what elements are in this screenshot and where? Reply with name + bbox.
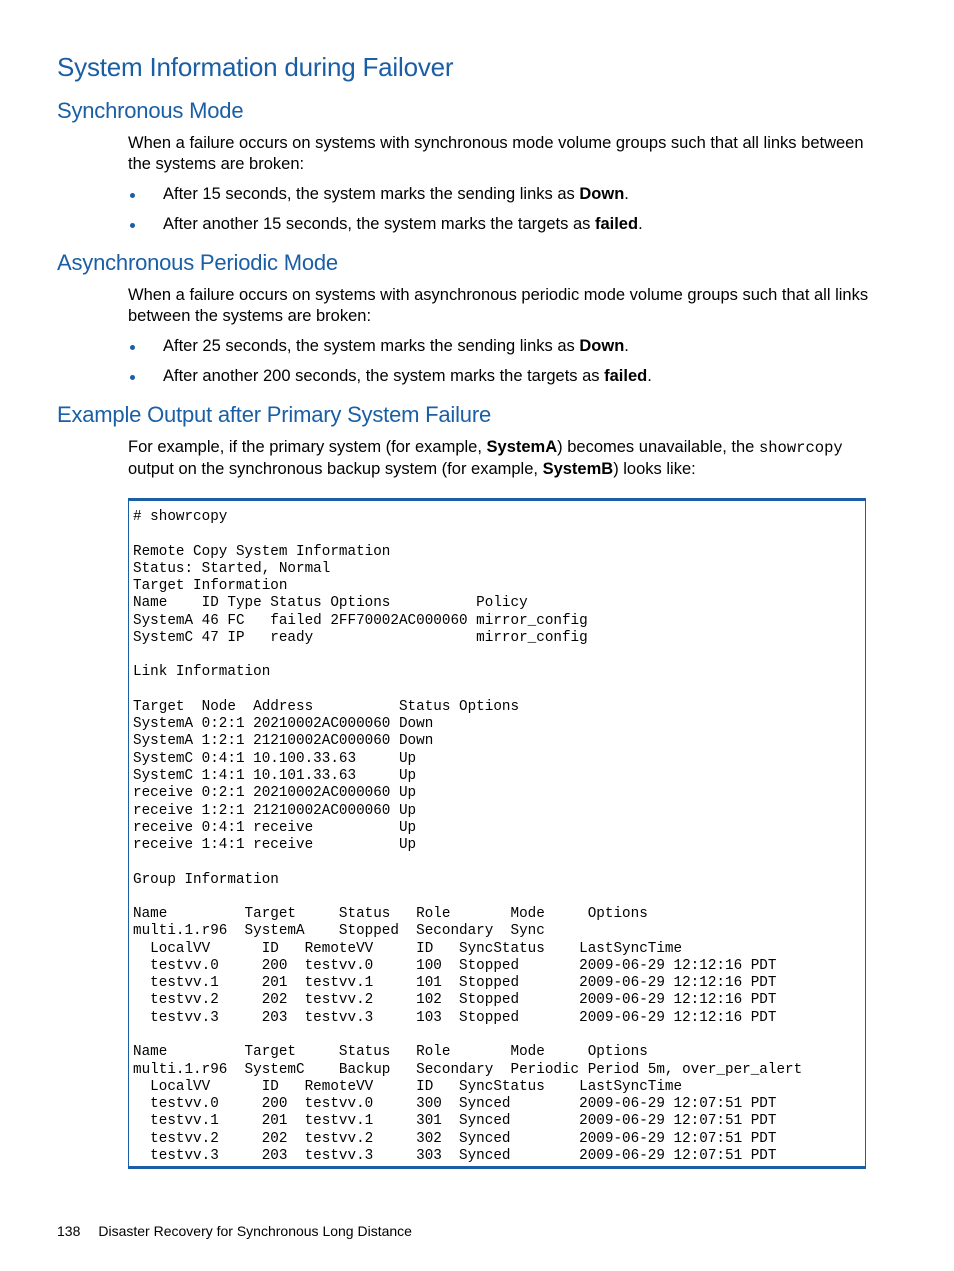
bullet-item: [128, 336, 873, 366]
code-line: Status: Started, Normal: [133, 560, 331, 577]
code-line: # showrcopy: [133, 509, 228, 525]
code-line: receive 1:4:1 receive Up: [133, 837, 417, 854]
intro-code-command: showrcopy: [758, 439, 843, 457]
bullet-item: [128, 366, 873, 396]
code-line: testvv.3 203 testvv.3 303 Synced 2009-06-29 12:07:51 PDT: [133, 1147, 777, 1164]
bullet-item: [128, 214, 873, 244]
code-example-output: [133, 509, 802, 1165]
bullet-end: .: [647, 367, 652, 385]
code-line: SystemA 46 FC failed 2FF70002AC000060 mirror_config: [133, 612, 588, 629]
code-line: SystemC 0:4:1 10.100.33.63 Up: [133, 750, 417, 767]
bullet-list-synchronous-mode: [128, 184, 873, 244]
bullet-bold: failed: [594, 215, 639, 233]
footer-title: Disaster Recovery for Synchronous Long Distance: [98, 1223, 412, 1239]
intro-bold-system-b: SystemB: [542, 460, 614, 478]
intro-text: ) becomes unavailable, the: [557, 438, 759, 456]
page-title: System Information during Failover: [57, 52, 454, 82]
bullet-icon: [130, 223, 135, 228]
bullet-list-asynchronous-periodic-mode: [128, 336, 873, 396]
section-heading-example-output: Example Output after Primary System Failure: [57, 402, 491, 427]
bullet-icon: [130, 375, 135, 380]
page-footer: [57, 1223, 412, 1239]
section-heading-asynchronous-periodic-mode: Asynchronous Periodic Mode: [57, 250, 338, 275]
bullet-bold: failed: [604, 367, 648, 385]
section-intro-asynchronous-periodic-mode: When a failure occurs on systems with asynchronous periodic mode volume groups such that all links between the systems are broken:: [128, 286, 869, 325]
bullet-text: After another 15 seconds, the system marks the targets as: [163, 215, 595, 233]
code-line: Group Information: [133, 871, 279, 888]
code-line: Remote Copy System Information: [133, 543, 391, 560]
code-line: testvv.1 201 testvv.1 301 Synced 2009-06-29 12:07:51 PDT: [133, 1113, 777, 1130]
bullet-icon: [130, 345, 135, 350]
section-heading-synchronous-mode: Synchronous Mode: [57, 98, 244, 123]
code-line: Name Target Status Role Mode Options: [133, 906, 648, 923]
section-intro-synchronous-mode: When a failure occurs on systems with synchronous mode volume groups such that all links between the systems are broken:: [128, 134, 864, 173]
code-line: multi.1.r96 SystemA Stopped Secondary Sync: [133, 923, 545, 940]
code-example-box: [128, 498, 866, 1169]
code-line: receive 0:4:1 receive Up: [133, 819, 417, 836]
code-line: testvv.1 201 testvv.1 101 Stopped 2009-06-29 12:12:16 PDT: [133, 975, 777, 992]
code-line: testvv.2 202 testvv.2 102 Stopped 2009-06-29 12:12:16 PDT: [133, 992, 777, 1009]
intro-text: ) looks like:: [613, 460, 696, 478]
bullet-text: After another 200 seconds, the system marks the targets as: [163, 367, 605, 385]
section-intro-example-output: [128, 437, 873, 480]
page-number: 138: [57, 1223, 81, 1239]
code-line: SystemA 1:2:1 21210002AC000060 Down: [133, 733, 434, 750]
code-line: Name Target Status Role Mode Options: [133, 1044, 648, 1061]
code-line: SystemA 0:2:1 20210002AC000060 Down: [133, 716, 434, 733]
code-line: SystemC 47 IP ready mirror_config: [133, 629, 588, 646]
code-line: Name ID Type Status Options Policy: [133, 595, 528, 612]
code-line: Target Information: [133, 578, 288, 595]
bullet-text: After 15 seconds, the system marks the sending links as: [163, 185, 580, 203]
bullet-text: After 25 seconds, the system marks the sending links as: [163, 337, 580, 355]
bullet-end: .: [638, 215, 643, 233]
intro-text: For example, if the primary system (for example,: [128, 438, 487, 456]
code-line: receive 1:2:1 21210002AC000060 Up: [133, 802, 417, 819]
code-line: testvv.2 202 testvv.2 302 Synced 2009-06-29 12:07:51 PDT: [133, 1130, 777, 1147]
bullet-end: .: [624, 185, 629, 203]
bullet-bold: Down: [579, 185, 625, 203]
code-line: multi.1.r96 SystemC Backup Secondary Periodic Period 5m, over_per_alert: [133, 1061, 803, 1078]
bullet-bold: Down: [579, 337, 625, 355]
bullet-end: .: [624, 337, 629, 355]
intro-bold-system-a: SystemA: [486, 438, 558, 456]
code-line: testvv.3 203 testvv.3 103 Stopped 2009-06-29 12:12:16 PDT: [133, 1009, 777, 1026]
code-line: receive 0:2:1 20210002AC000060 Up: [133, 785, 417, 802]
code-line: SystemC 1:4:1 10.101.33.63 Up: [133, 767, 417, 784]
bullet-icon: [130, 193, 135, 198]
code-line: testvv.0 200 testvv.0 300 Synced 2009-06-29 12:07:51 PDT: [133, 1096, 777, 1113]
code-line: LocalVV ID RemoteVV ID SyncStatus LastSyncTime: [133, 1078, 683, 1095]
intro-text: output on the synchronous backup system (for example,: [128, 460, 543, 478]
code-line: testvv.0 200 testvv.0 100 Stopped 2009-06-29 12:12:16 PDT: [133, 957, 777, 974]
code-line: Link Information: [133, 664, 271, 681]
code-line: Target Node Address Status Options: [133, 698, 520, 715]
code-line: LocalVV ID RemoteVV ID SyncStatus LastSyncTime: [133, 940, 683, 957]
bullet-item: [128, 184, 873, 214]
